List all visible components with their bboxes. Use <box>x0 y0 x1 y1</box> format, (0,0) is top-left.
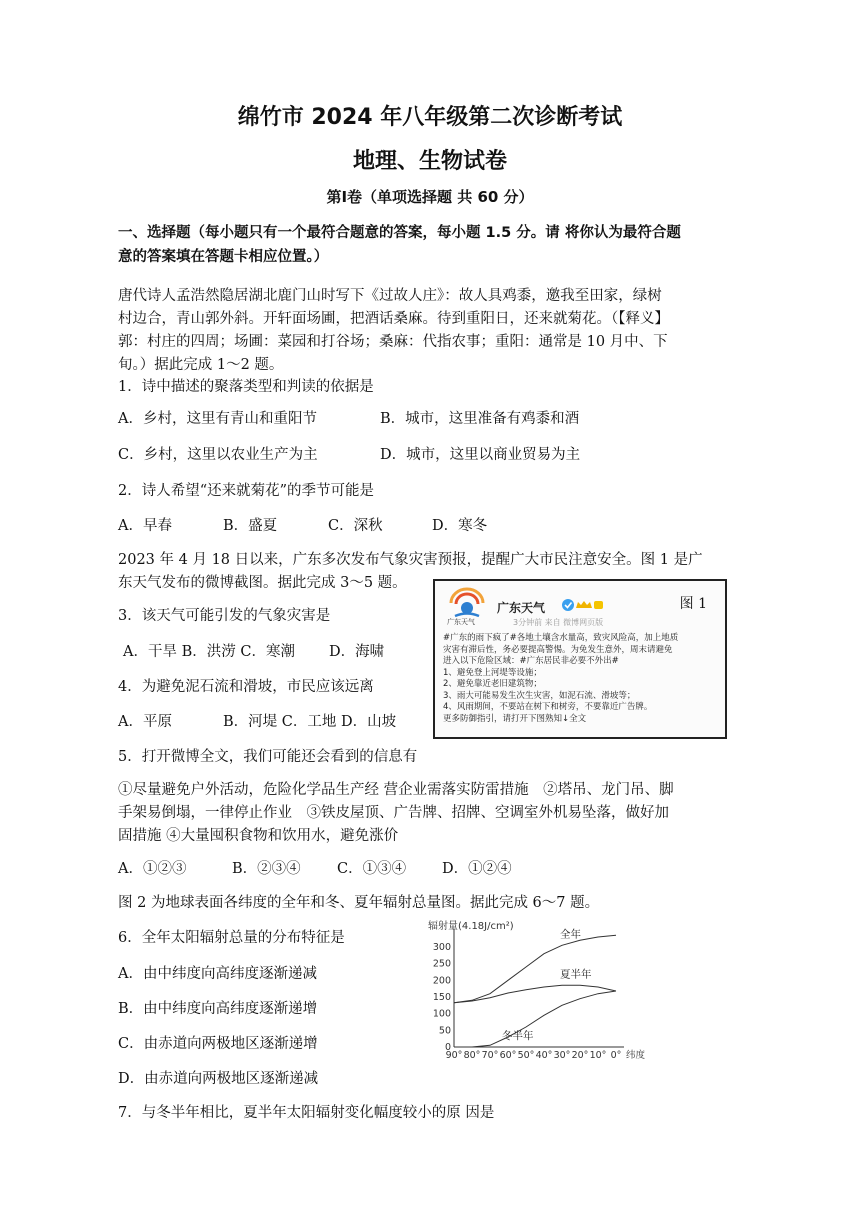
x-tick-label: 0° <box>610 1050 622 1061</box>
x-tick-label: 40° <box>535 1050 553 1061</box>
figure-1-label: 图 1 <box>679 596 707 612</box>
figure-1-weibo-screenshot <box>433 579 727 739</box>
x-tick-label: 90° <box>445 1050 463 1061</box>
series-label: 夏半年 <box>560 968 592 981</box>
q2-option-c: C．深秋 <box>328 518 383 534</box>
y-tick-label: 250 <box>432 958 451 970</box>
x-tick-label: 50° <box>517 1050 535 1061</box>
passage1-line-1: 唐代诗人孟浩然隐居湖北鹿门山时写下《过故人庄》：故人具鸡黍，邀我至田家，绿树 <box>118 288 662 304</box>
y-tick-label: 150 <box>432 992 451 1003</box>
weibo-post-text <box>443 633 719 725</box>
series-label: 全年 <box>560 928 581 941</box>
post-line: 灾害有滞后性，务必要提高警惕。为免发生意外，周末请避免 <box>443 644 673 655</box>
post-line: #广东的雨下疯了#各地土壤含水量高，致灾风险高，加上地质 <box>443 633 679 643</box>
x-tick-label: 60° <box>499 1050 517 1061</box>
q6-option-c: C．由赤道向两极地区逐渐递增 <box>118 1036 318 1052</box>
x-axis-label: 纬度 <box>626 1050 646 1061</box>
passage1-line-2: 村边合，青山郭外斜。开轩面场圃，把酒话桑麻。待到重阳日，还来就菊花。（【释义】 <box>118 311 669 327</box>
post-line: 3、雨大可能易发生次生灾害，如泥石流、滑坡等； <box>443 690 636 701</box>
q1-stem: 1．诗中描述的聚落类型和判读的依据是 <box>118 379 374 395</box>
q3-options-abc: A．干旱 B．洪涝 C．寒潮 <box>123 644 295 660</box>
exam-title: 绵竹市 2024 年八年级第二次诊断考试 <box>237 105 623 130</box>
passage3-line-1: 图 2 为地球表面各纬度的全年和冬、夏年辐射总量图。据此完成 6～7 题。 <box>118 895 600 911</box>
post-meta: 3分钟前 来自 微博网页版 <box>513 618 604 627</box>
q5-option-d: D．①②④ <box>442 861 512 877</box>
q5-option-c: C．①③④ <box>337 861 407 877</box>
passage1-line-3: 郭：村庄的四周；场圃：菜园和打谷场；桑麻：代指农事；重阳：通常是 10 月中、下 <box>118 334 668 350</box>
passage1-line-4: 旬。）据此完成 1～2 题。 <box>118 357 284 373</box>
passage2-line-2: 东天气发布的微博截图。据此完成 3～5 题。 <box>118 575 407 591</box>
post-line: 4、风雨期间，不要站在树下和树旁，不要靠近广告牌。 <box>443 702 653 712</box>
q5-line-1: ①尽量避免户外活动，危险化学品生产经 营企业需落实防雷措施 ②塔吊、龙门吊、脚 <box>118 782 674 798</box>
post-line: 2、避免靠近老旧建筑物； <box>443 679 542 689</box>
q5-option-a: A．①②③ <box>118 861 187 877</box>
avatar-caption: 广东天气 <box>447 618 475 626</box>
x-tick-label: 10° <box>589 1050 607 1061</box>
x-tick-label: 80° <box>463 1050 481 1061</box>
q5-line-2: 手架易倒塌，一律停止作业 ③铁皮屋顶、广告牌、招牌、空调室外机易坠落，做好加 <box>118 805 669 821</box>
q4-option-a: A．平原 <box>118 714 172 730</box>
q1-option-d: D．城市，这里以商业贸易为主 <box>380 447 581 463</box>
q2-option-b: B．盛夏 <box>223 518 278 534</box>
instructions-line-2: 意的答案填在答题卡相应位置。） <box>118 249 329 265</box>
x-tick-label: 70° <box>481 1050 499 1061</box>
q4-options-bcd: B．河堤 C．工地 D．山坡 <box>223 714 397 730</box>
y-tick-label: 50 <box>438 1025 451 1037</box>
x-tick-label: 20° <box>571 1050 589 1061</box>
q3-option-d: D．海啸 <box>329 644 385 660</box>
y-tick-label: 300 <box>432 942 451 953</box>
y-axis-label: 辐射量(4.18J/cm²) <box>428 921 514 932</box>
exam-subtitle: 地理、生物试卷 <box>352 149 507 174</box>
y-tick-label: 200 <box>432 975 451 987</box>
post-line: 更多防御指引，请打开下图熟知↓全文 <box>443 713 587 724</box>
section-title: 第Ⅰ卷（单项选择题 共 60 分） <box>326 188 534 206</box>
q6-option-d: D．由赤道向两极地区逐渐递减 <box>118 1071 319 1087</box>
instructions-line-1: 一、选择题（每小题只有一个最符合题意的答案，每小题 1.5 分。请 将你认为最符合题 <box>118 225 681 241</box>
series-line <box>454 935 616 1002</box>
q3-stem: 3．该天气可能引发的气象灾害是 <box>118 608 331 624</box>
q2-stem: 2．诗人希望“还来就菊花”的季节可能是 <box>118 483 375 499</box>
q1-option-b: B．城市，这里准备有鸡黍和酒 <box>380 411 580 427</box>
q6-stem: 6．全年太阳辐射总量的分布特征是 <box>118 930 345 946</box>
verified-badge-icon <box>561 598 603 612</box>
q4-stem: 4．为避免泥石流和滑坡，市民应该远离 <box>118 679 374 695</box>
q2-option-d: D．寒冬 <box>432 518 488 534</box>
q5-line-3: 固措施 ④大量囤积食物和饮用水，避免涨价 <box>118 828 399 844</box>
account-name: 广东天气 <box>497 601 546 615</box>
weather-logo-icon <box>445 587 489 621</box>
x-tick-label: 30° <box>553 1050 571 1061</box>
q7-stem: 7．与冬半年相比，夏半年太阳辐射变化幅度较小的原 因是 <box>118 1105 495 1121</box>
series-label: 冬半年 <box>502 1030 534 1042</box>
q5-stem: 5．打开微博全文，我们可能还会看到的信息有 <box>118 749 418 765</box>
q6-option-a: A．由中纬度向高纬度逐渐递减 <box>118 966 317 982</box>
y-tick-label: 100 <box>432 1008 451 1020</box>
q6-option-b: B．由中纬度向高纬度逐渐递增 <box>118 1001 318 1017</box>
q1-option-c: C．乡村，这里以农业生产为主 <box>118 447 318 463</box>
post-line: 进入以下危险区域：#广东居民非必要不外出# <box>443 656 619 666</box>
q1-option-a: A．乡村，这里有青山和重阳节 <box>118 411 317 427</box>
passage2-line-1: 2023 年 4 月 18 日以来，广东多次发布气象灾害预报，提醒广大市民注意安全。图 1 是广 <box>118 552 703 568</box>
y-tick-label: 0 <box>444 1042 451 1053</box>
post-line: 1、避免登上河堤等设施； <box>443 667 542 678</box>
q5-option-b: B．②③④ <box>232 861 301 877</box>
series-line <box>454 985 616 1002</box>
radiation-chart <box>426 917 656 1063</box>
q2-option-a: A．早春 <box>118 518 172 534</box>
